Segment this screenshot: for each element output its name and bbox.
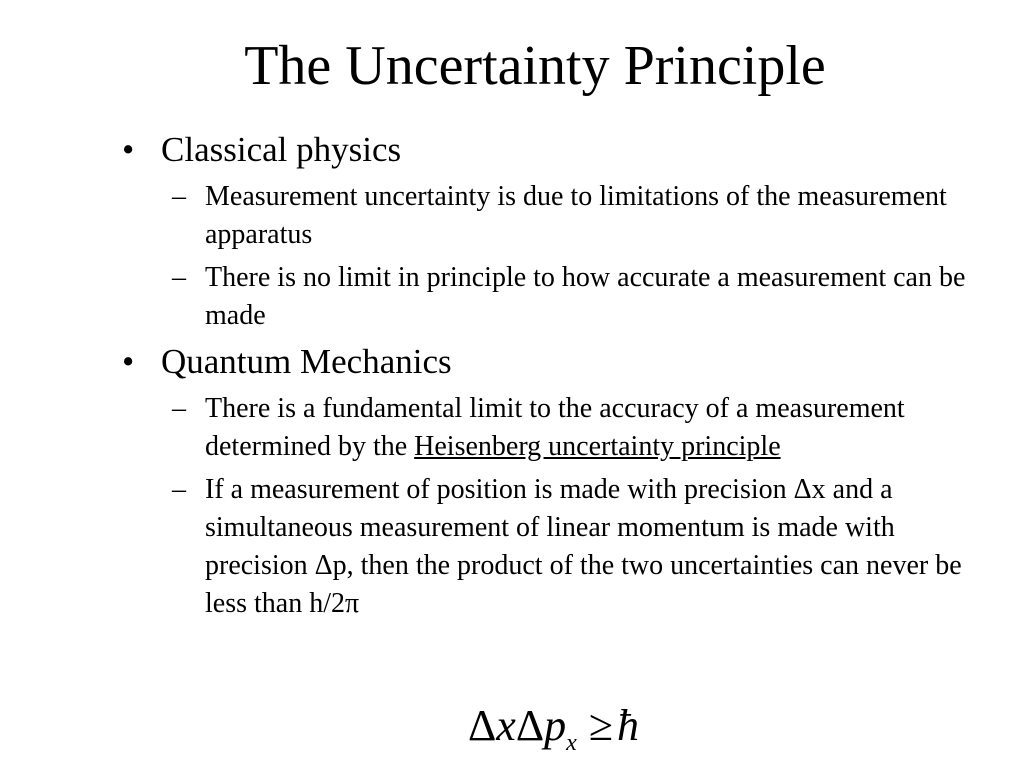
bullet-classical-physics xyxy=(0,128,1024,172)
sub-bullet-text: Measurement uncertainty is due to limitations of the measurement apparatus xyxy=(205,181,947,250)
bullet-icon: • xyxy=(122,342,135,381)
sub-bullet xyxy=(0,390,975,466)
sub-bullet xyxy=(0,178,975,254)
bullet-quantum-mechanics xyxy=(0,340,1024,384)
slide-content xyxy=(0,128,1024,628)
greater-equal-symbol: ≥ xyxy=(588,701,613,750)
dash-icon: – xyxy=(172,181,186,212)
sub-bullet xyxy=(0,259,975,335)
slide-title: The Uncertainty Principle xyxy=(244,35,826,97)
delta-symbol: Δ xyxy=(468,701,497,750)
formula-subscript: x xyxy=(566,730,577,756)
hbar-symbol: ħ xyxy=(616,701,639,750)
sub-bullet-text: There is no limit in principle to how accurate a measurement can be made xyxy=(205,262,966,331)
uncertainty-formula xyxy=(468,696,639,768)
bullet-label: Quantum Mechanics xyxy=(161,342,452,381)
delta-symbol: Δ xyxy=(515,701,545,750)
formula-p: p xyxy=(544,701,567,750)
heisenberg-link[interactable]: Heisenberg uncertainty principle xyxy=(414,431,781,462)
dash-icon: – xyxy=(172,393,186,424)
sub-bullet-text: If a measurement of position is made with precision Δx and a simultaneous measurement of linear momentum is made with precision Δp, then the product of the two uncertainties can never be less than h/2π xyxy=(205,474,962,619)
dash-icon: – xyxy=(172,262,186,293)
sub-bullet-text: There is a fundamental limit to the accuracy of a measurement determined by the xyxy=(205,393,905,462)
bullet-label: Classical physics xyxy=(161,130,402,169)
bullet-icon: • xyxy=(122,130,135,169)
formula-x: x xyxy=(496,701,516,750)
dash-icon: – xyxy=(172,474,186,505)
sub-bullet xyxy=(0,471,975,623)
